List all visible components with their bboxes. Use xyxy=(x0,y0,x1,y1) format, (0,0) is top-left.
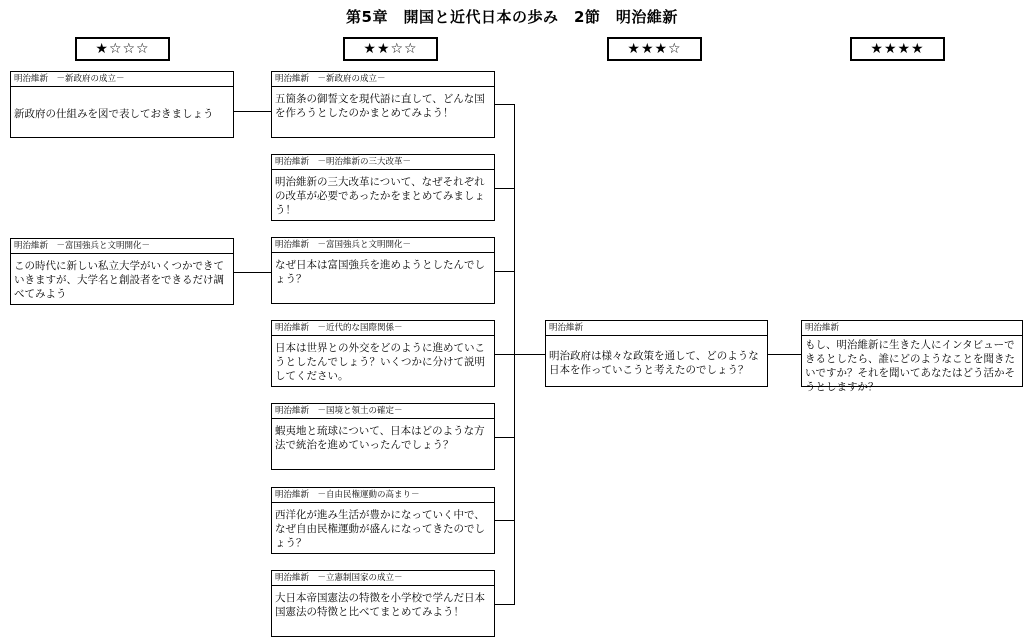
card-header: 明治維新 －近代的な国際関係－ xyxy=(272,321,494,336)
task-card xyxy=(271,154,495,221)
card-body: なぜ日本は富国強兵を進めようとしたんでしょう？ xyxy=(275,259,485,285)
connector-col1-bottom xyxy=(233,272,271,273)
card-header: 明治維新 －国境と領土の確定－ xyxy=(272,404,494,419)
task-card xyxy=(271,403,495,470)
connector-branch-7 xyxy=(494,604,515,605)
card-header: 明治維新 xyxy=(802,321,1022,336)
task-card xyxy=(271,320,495,387)
page-title: 第5章 開国と近代日本の歩み 2節 明治維新 xyxy=(346,8,678,26)
card-header: 明治維新 －明治維新の三大改革－ xyxy=(272,155,494,170)
card-header: 明治維新 －富国強兵と文明開化－ xyxy=(11,239,233,254)
card-body: 五箇条の御誓文を現代語に直して、どんな国を作ろうとしたのかまとめてみよう！ xyxy=(275,93,485,119)
connector-branch-5 xyxy=(494,437,515,438)
card-body: 西洋化が進み生活が豊かになっていく中で、なぜ自由民権運動が盛んになってきたのでしょう？ xyxy=(275,509,485,549)
connector-branch-3 xyxy=(494,271,515,272)
connector-col2-col3 xyxy=(514,354,545,355)
task-card xyxy=(271,487,495,554)
card-body: 明治維新の三大改革について、なぜそれぞれの改革が必要であったかをまとめてみましょう！ xyxy=(275,176,485,216)
card-body: 新政府の仕組みを図で表しておきましょう xyxy=(14,108,214,120)
card-body: この時代に新しい私立大学がいくつかできていきますが、大学名と創設者をできるだけ調べてみよう xyxy=(14,260,224,300)
card-header: 明治維新 －自由民権運動の高まり－ xyxy=(272,488,494,503)
card-body: 日本は世界との外交をどのように進めていこうとしたんでしょう？いくつかに分けて説明してください。 xyxy=(275,342,485,382)
level-3-stars: ★★★☆ xyxy=(607,37,702,61)
task-card xyxy=(271,570,495,637)
connector-branch-4 xyxy=(494,354,515,355)
level-4-stars: ★★★★ xyxy=(850,37,945,61)
connector-col1-top xyxy=(233,111,271,112)
card-header: 明治維新 －立憲制国家の成立－ xyxy=(272,571,494,586)
task-card xyxy=(801,320,1023,393)
card-body: 蝦夷地と琉球について、日本はどのような方法で統治を進めていったんでしょう？ xyxy=(275,425,485,451)
task-card xyxy=(545,320,768,387)
level-2-stars: ★★☆☆ xyxy=(343,37,438,61)
task-card xyxy=(271,71,495,138)
connector-branch-6 xyxy=(494,520,515,521)
level-1-stars: ★☆☆☆ xyxy=(75,37,170,61)
card-body: もし、明治維新に生きた人にインタビューできるとしたら、誰にどのようなことを聞きたいですか？それを聞いてあなたはどう活かそうとしますか？ xyxy=(805,339,1015,393)
connector-branch-2 xyxy=(494,188,515,189)
card-body: 大日本帝国憲法の特徴を小学校で学んだ日本国憲法の特徴と比べてまとめてみよう！ xyxy=(275,592,485,618)
card-header: 明治維新 －富国強兵と文明開化－ xyxy=(272,238,494,253)
card-body: 明治政府は様々な政策を通して、どのような日本を作っていこうと考えたのでしょう？ xyxy=(549,350,759,376)
task-card xyxy=(10,71,234,138)
connector-col3-col4 xyxy=(767,354,801,355)
card-header: 明治維新 －新政府の成立－ xyxy=(272,72,494,87)
card-header: 明治維新 －新政府の成立－ xyxy=(11,72,233,87)
task-card xyxy=(10,238,234,305)
task-card xyxy=(271,237,495,304)
connector-branch-1 xyxy=(494,104,515,105)
card-header: 明治維新 xyxy=(546,321,767,336)
